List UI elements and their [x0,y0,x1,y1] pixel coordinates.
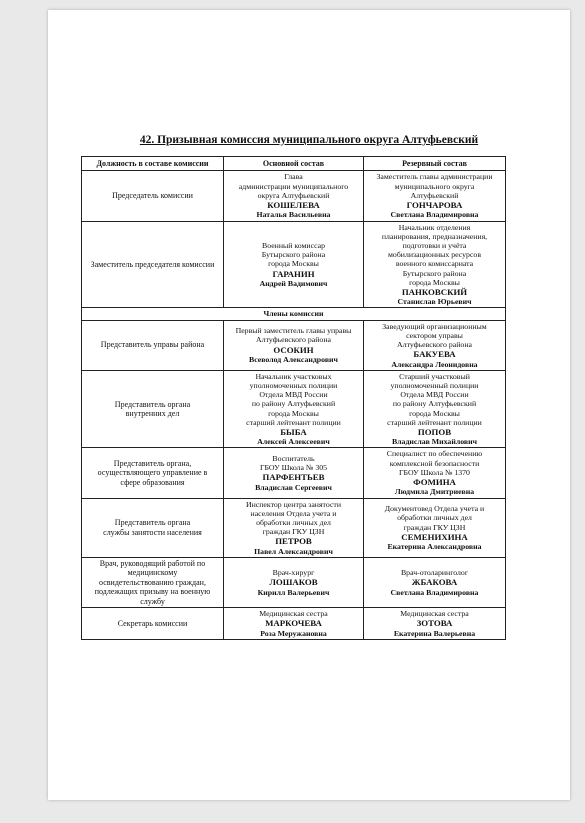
cell-line: планирования, предназначения, [381,231,488,241]
table-row [82,608,506,640]
cell-line: Алтуфьевский [410,190,459,200]
cell-line: муниципального округа [394,181,475,191]
cell-line: мобилизационных ресурсов [388,250,481,260]
reserve-member-cell [364,608,506,640]
table-row [82,320,506,370]
cell-line: Воспитатель [272,454,315,464]
position-cell [82,171,224,221]
person-name: Владислав Сергеевич [255,482,332,492]
section-title: Члены комиссии [82,308,506,320]
main-member-cell [224,608,364,640]
cell-line: обработки личных дел [397,513,472,523]
cell-line: Старший участковый [399,371,470,381]
cell-line: ГБОУ Школа № 305 [259,463,328,473]
person-surname: ПЕТРОВ [275,536,312,547]
person-name: Екатерина Валерьевна [393,628,476,638]
person-name: Светлана Владимировна [390,210,479,220]
cell-line: Заместитель главы администрации [376,172,493,182]
main-member-cell [224,557,364,607]
cell-line: старший лейтенант полиции [387,417,482,427]
person-name: Роза Меружановна [260,628,327,638]
reserve-member-cell [364,370,506,448]
person-surname: МАРКОЧЕВА [265,618,322,629]
table-row [82,370,506,448]
header-main: Основной состав [224,157,364,171]
section-row-members [82,308,506,320]
cell-line: ГБОУ Школа № 1370 [399,467,470,477]
person-surname: ПАНКОВСКИЙ [401,286,468,297]
cell-line: Начальник участковых [255,371,332,381]
reserve-member-cell [364,320,506,370]
cell-line: уполномоченных полиции [249,380,338,390]
cell-line: сфере образования [120,477,185,487]
person-name: Александра Леонидовна [391,359,478,369]
table-row [82,171,506,221]
cell-line: администрации муниципального [238,181,349,191]
reserve-member-cell [364,448,506,498]
main-member-cell [224,320,364,370]
cell-line: Начальник отделения [398,222,471,232]
cell-line: освидетельствованию граждан, [99,577,206,587]
commission-table [81,156,506,640]
cell-line: Заместитель председателя комиссии [90,259,215,269]
cell-line: Бутырского района [402,268,467,278]
main-member-cell [224,171,364,221]
cell-line: осуществляющего управление в [97,468,208,478]
cell-line: Отдела МВД России [259,390,328,400]
main-member-cell [224,498,364,557]
person-surname: СЕМЕНИХИНА [401,531,468,542]
cell-line: Представитель органа, [113,458,192,468]
cell-line: города Москвы [409,408,460,418]
reserve-member-cell [364,498,506,557]
cell-line: медицинскому [127,568,178,578]
person-name: Наталья Васильевна [256,210,331,220]
cell-line: Глава [284,172,303,182]
cell-line: Бутырского района [261,250,326,260]
header-position: Должность в составе комиссии [82,157,224,171]
table-row [82,448,506,498]
cell-line: службу [140,596,165,606]
person-name: Кирилл Валерьевич [257,587,330,597]
table-body [82,171,506,639]
person-surname: ОСОКИН [273,344,314,355]
table-row [82,557,506,607]
cell-line: Врач-отоларинголог [400,568,469,578]
position-cell [82,498,224,557]
main-member-cell [224,221,364,308]
person-name: Светлана Владимировна [390,587,479,597]
cell-line: уполномоченный полиции [390,380,479,390]
person-name: Андрей Вадимович [259,278,328,288]
cell-line: граждан ГКУ ЦЗН [403,522,466,532]
person-surname: ПОПОВ [417,426,452,437]
cell-line: населения Отдела учета и [250,508,337,518]
cell-line: округа Алтуфьевский [257,190,330,200]
person-name: Всеволод Александрович [249,354,338,364]
position-cell [82,320,224,370]
position-cell [82,221,224,308]
cell-line: города Москвы [268,408,319,418]
cell-line: Представитель органа [114,518,191,528]
person-surname: БАКУЕВА [413,349,456,360]
person-surname: ГОНЧАРОВА [406,200,463,210]
person-surname: ЗОТОВА [416,618,453,629]
reserve-member-cell [364,557,506,607]
person-surname: ФОМИНА [413,477,456,487]
header-reserve: Резервный состав [364,157,506,171]
position-cell [82,557,224,607]
person-surname: ПАРФЕНТЬЕВ [262,472,325,483]
cell-line: Документовед Отдела учета и [384,504,485,514]
cell-line: Заведующий организационным [382,321,487,331]
cell-line: подлежащих призыву на военную [94,587,211,597]
person-surname: КОШЕЛЕВА [267,200,320,210]
cell-line: Алтуфьевского района [397,340,472,349]
cell-line: Алтуфьевского района [256,335,331,345]
cell-line: Отдела МВД России [400,390,469,400]
position-cell [82,608,224,640]
cell-line: Представитель органа [114,399,191,409]
cell-line: города Москвы [268,259,319,269]
cell-line: обработки личных дел [256,517,331,527]
person-name: Станислав Юрьевич [397,297,472,307]
table-row [82,498,506,557]
cell-line: службы занятости населения [103,527,202,537]
cell-line: подготовки и учёта [402,240,467,250]
cell-line: Медицинская сестра [259,609,328,619]
cell-line: Представитель управы района [100,340,205,350]
document-title: 42. Призывная комиссия муниципального округа Алтуфьевский [139,134,479,146]
cell-line: Секретарь комиссии [117,618,188,628]
person-name: Павел Александрович [254,546,333,556]
person-surname: ГАРАНИН [272,268,315,279]
cell-line: комплексной безопасности [389,458,480,468]
cell-line: Врач-хирург [272,568,315,578]
main-member-cell [224,448,364,498]
cell-line: Военный комиссар [262,240,325,250]
person-surname: ЛОШАКОВ [269,577,318,588]
reserve-member-cell [364,221,506,308]
cell-line: Врач, руководящий работой по [99,558,206,568]
cell-line: Председатель комиссии [112,191,193,201]
cell-line: внутренних дел [125,409,180,419]
person-surname: БЫБА [280,426,307,437]
table-header-row [82,157,506,171]
person-name: Алексей Алексеевич [257,437,330,447]
person-surname: ЖБАКОВА [411,577,458,588]
cell-line: по району Алтуфьевский [251,399,336,409]
position-cell [82,448,224,498]
main-member-cell [224,370,364,448]
person-name: Владислав Михайлович [391,437,478,447]
cell-line: Специалист по обеспечению [386,449,483,459]
cell-line: Первый заместитель главы управы [235,326,352,336]
document-page [48,10,570,800]
cell-line: Медицинская сестра [400,609,469,619]
table-row [82,221,506,308]
person-name: Екатерина Александровна [387,542,482,552]
cell-line: города Москвы [409,277,460,287]
cell-line: Инспектор центра занятости [246,499,341,509]
cell-line: по району Алтуфьевский [392,399,477,409]
reserve-member-cell [364,171,506,221]
cell-line: сектором управы [406,330,463,340]
person-name: Людмила Дмитриевна [394,487,475,497]
cell-line: военного комиссариата [395,259,474,269]
cell-line: граждан ГКУ ЦЗН [262,527,325,537]
position-cell [82,370,224,448]
cell-line: старший лейтенант полиции [246,417,341,427]
